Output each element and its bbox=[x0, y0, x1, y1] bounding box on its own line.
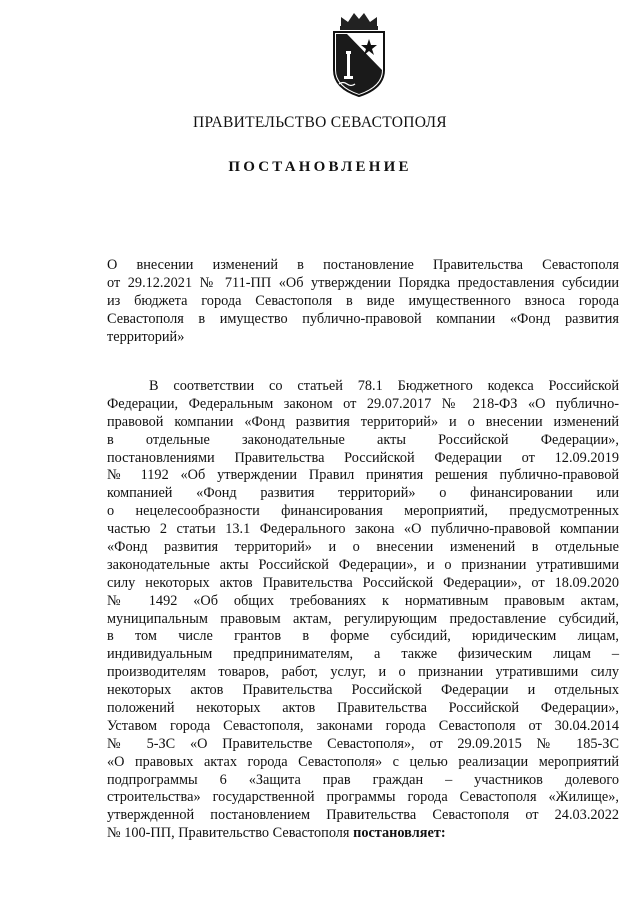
body-line: № 1492 «Об общих требованиях к нормативным правовым актам, bbox=[107, 592, 619, 609]
sevastopol-coat-of-arms-icon bbox=[327, 8, 391, 100]
issuing-authority: ПРАВИТЕЛЬСТВО СЕВАСТОПОЛЯ bbox=[193, 114, 447, 131]
body-line: компанией «Фонд развития территорий» о финансировании или bbox=[107, 485, 619, 502]
body-line: частью 2 статьи 13.1 Федерального закона «О публично-правовой компании bbox=[107, 521, 619, 538]
resolution-subject bbox=[107, 257, 619, 346]
subject-line: О внесении изменений в постановление Правительства Севастополя bbox=[107, 257, 619, 273]
final-line-text: № 100-ПП, Правительство Севастополя bbox=[107, 825, 354, 842]
body-line: в том числе грантов в форме субсидий, юридическим лицам, bbox=[107, 628, 619, 645]
body-line: положений некоторых актов Правительства Российской Федерации», bbox=[107, 700, 619, 717]
subject-line: от 29.12.2021 № 711-ПП «Об утверждении Порядка предоставления субсидии bbox=[107, 274, 619, 291]
body-line: подпрограммы 6 «Защита прав граждан – участников долевого bbox=[107, 771, 619, 788]
body-line: № 5-ЗС «О Правительстве Севастополя», от 29.09.2015 № 185-ЗС bbox=[107, 735, 619, 752]
body-line: Федерации, Федеральным законом от 29.07.2017 № 218-ФЗ «О публично- bbox=[107, 395, 619, 412]
body-line: утвержденной постановлением Правительства Севастополя от 24.03.2022 bbox=[107, 807, 619, 824]
body-line: законодательные акты Российской Федерации», и о признании утратившими bbox=[107, 556, 619, 573]
body-line: некоторых актов Правительства Российской Федерации и отдельных bbox=[107, 682, 619, 699]
body-line: постановлениями Правительства Российской Федерации от 12.09.2019 bbox=[107, 449, 619, 466]
subject-line: из бюджета города Севастополя в виде имущественного взноса города bbox=[107, 292, 619, 309]
body-line: муниципальным правовым актам, регулирующим предоставление субсидий, bbox=[107, 610, 619, 627]
body-line: строительства» государственной программы города Севастополя «Жилище», bbox=[107, 789, 619, 806]
body-line-final bbox=[107, 825, 619, 843]
document-type-heading: ПОСТАНОВЛЕНИЕ bbox=[228, 159, 412, 175]
body-line: «Фонд развития территорий» и о внесении изменений в отдельные bbox=[107, 539, 619, 556]
body-line: «О правовых актах города Севастополя» с целью реализации мероприятий bbox=[107, 753, 619, 770]
subject-line: Севастополя в имущество публично-правовой компании «Фонд развития bbox=[107, 310, 619, 327]
body-line: силу некоторых актов Правительства Российской Федерации», от 18.09.2020 bbox=[107, 574, 619, 591]
body-line: № 1192 «Об утверждении Правил принятия решения публично-правовой bbox=[107, 467, 619, 484]
body-line: в отдельные законодательные акты Российской Федерации», bbox=[107, 431, 619, 448]
subject-line: территорий» bbox=[107, 328, 185, 345]
body-line: о нецелесообразности финансирования мероприятий, предусмотренных bbox=[107, 503, 619, 520]
body-line: Уставом города Севастополя, законами города Севастополя от 30.04.2014 bbox=[107, 717, 619, 734]
body-line: производителям товаров, работ, услуг, и о признании утратившими силу bbox=[107, 664, 619, 681]
body-line: правовой компании «Фонд развития территорий» и о внесении изменений bbox=[107, 413, 619, 430]
operative-word: постановляет: bbox=[353, 825, 446, 842]
preamble-paragraph bbox=[107, 378, 619, 843]
body-line: индивидуальным предпринимателям, а также физическим лицам – bbox=[107, 646, 619, 663]
body-line: В соответствии со статьей 78.1 Бюджетного кодекса Российской bbox=[149, 378, 619, 394]
